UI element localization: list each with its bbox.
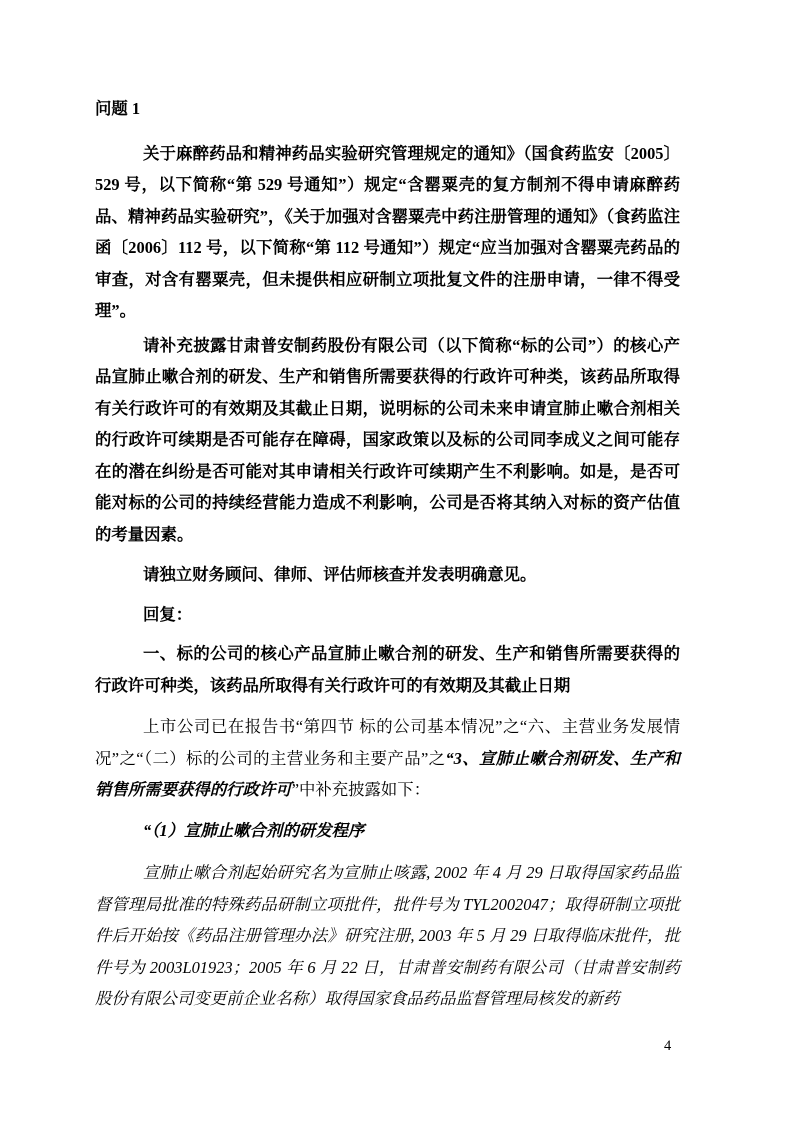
disclosure-chapter-title: “3、宣肺止嗽合剂研发、生产和销售所需要获得的行政许可: [95, 748, 681, 799]
question-paragraph-request: 请补充披露甘肃普安制药股份有限公司（以下简称“标的公司”）的核心产品宣肺止嗽合剂的研发、生产和销售所需要获得的行政许可种类，该药品所取得有关行政许可的有效期及其截止日期，说明标的公司未来申请宣肺止嗽合剂相关的行政许可续期是否可能存在障碍，国家政策以及标的公司同李成义之间可能存在的潜在纠纷是否可能对其申请相关行政许可续期产生不利影响。如是，是否可能对标的公司的持续经营能力造成不利影响，公司是否将其纳入对标的资产估值的考量因素。: [95, 335, 680, 544]
disclosure-intro-suffix: ”中补充披露如下：: [291, 780, 431, 799]
reply-label: 回复：: [143, 604, 193, 624]
quoted-subsection-heading: “（1）宣肺止嗽合剂的研发程序: [143, 820, 365, 840]
question-paragraph-regulations: 关于麻醉药品和精神药品实验研究管理规定的通知》（国食药监安〔2005〕529 号，以下简称“第 529 号通知”）规定“含罂粟壳的复方制剂不得申请麻醉药品、精神药品实验研究”，《关于加强对含罂粟壳中药注册管理的通知》（食药监注函〔2006〕112 号，以下简称“第 112 号通知”）规定“应当加强对含罂粟壳药品的审查，对含有罂粟壳，但未提供相应研制立项批复文件的注册申请，一律不得受理”。: [95, 143, 680, 320]
page-number: 4: [664, 1038, 672, 1054]
question-paragraph-verification: 请独立财务顾问、律师、评估师核查并发表明确意见。: [143, 565, 537, 584]
disclosure-intro-paragraph: [95, 711, 680, 806]
question-heading: 问题 1: [95, 99, 141, 118]
reply-section-title: 一、标的公司的核心产品宣肺止嗽合剂的研发、生产和销售所需要获得的行政许可种类，该药品所取得有关行政许可的有效期及其截止日期: [95, 644, 680, 695]
rd-history-paragraph: 宣肺止嗽合剂起始研究名为宣肺止咳露, 2002 年 4 月 29 日取得国家药品监督管理局批准的特殊药品研制立项批件，批件号为 TYL2002047；取得研制立项批件后开始按《药品注册管理办法》研究注册, 2003 年 5 月 29 日取得临床批件，批件号为 2003L01923；2005 年 6 月 22 日，甘肃普安制药有限公司（甘肃普安制药股份有限公司变更前企业名称）取得国家食品药品监督管理局核发的新药: [95, 863, 680, 1008]
document-body: [95, 93, 680, 1015]
disclosure-intro-prefix: 上市公司已在报告书“第四节 标的公司基本情况”之“六、主营业务发展情况”之“（二）标的公司的主营业务和主要产品”之: [95, 717, 680, 768]
